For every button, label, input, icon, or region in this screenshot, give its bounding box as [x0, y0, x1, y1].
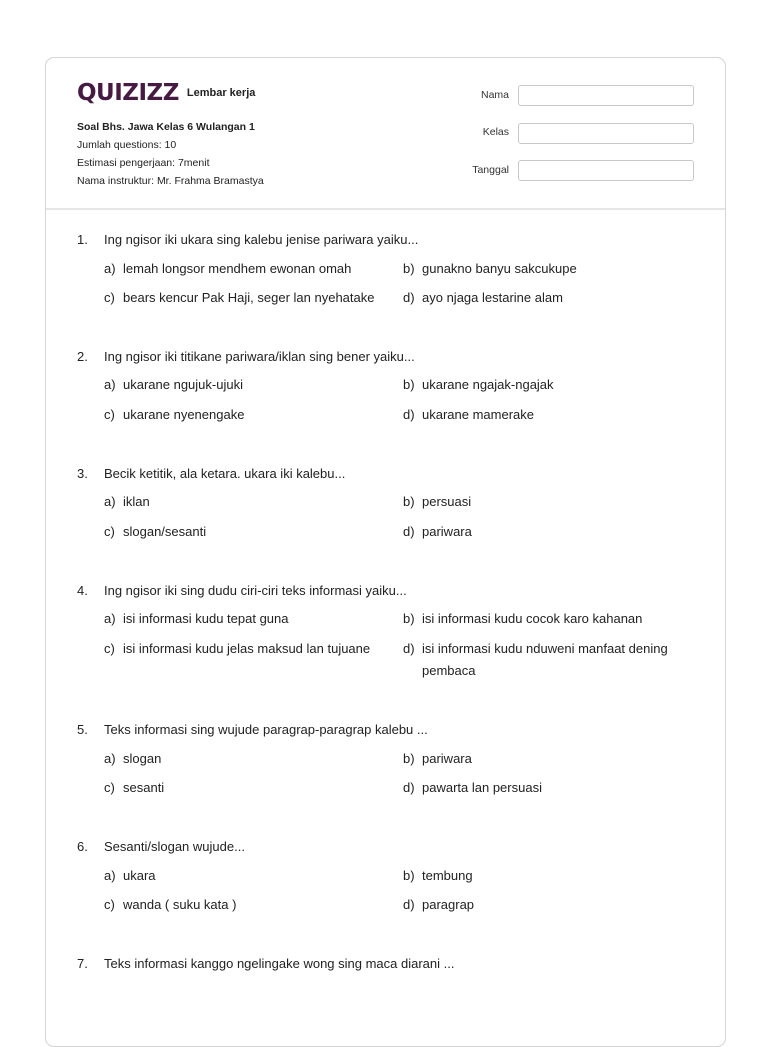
question-number: 6. — [77, 839, 88, 854]
worksheet — [45, 57, 726, 1047]
option-letter: d) — [403, 290, 415, 305]
date-field[interactable] — [518, 160, 694, 181]
option-item — [104, 287, 404, 309]
option-item — [403, 404, 703, 426]
option-text: ukarane ngajak-ngajak — [422, 377, 554, 392]
question-text: Ing ngisor iki sing dudu ciri-ciri teks informasi yaiku... — [104, 583, 407, 598]
option-letter: c) — [104, 407, 115, 422]
option-item — [403, 638, 693, 682]
option-item — [403, 287, 703, 309]
option-text: ukara — [123, 868, 156, 883]
option-letter: a) — [104, 261, 116, 276]
option-item — [403, 608, 703, 630]
option-letter: b) — [403, 868, 415, 883]
option-text: persuasi — [422, 494, 472, 509]
option-item — [403, 258, 703, 280]
option-letter: c) — [104, 641, 115, 656]
name-label: Nama — [480, 89, 509, 101]
name-field[interactable] — [518, 85, 694, 106]
option-text: paragrap — [422, 897, 475, 912]
option-text: slogan — [123, 751, 162, 766]
option-letter: b) — [403, 751, 415, 766]
question-number: 1. — [77, 232, 88, 247]
option-item — [104, 521, 404, 543]
option-text: gunakno banyu sakcukupe — [422, 261, 577, 276]
option-item — [403, 748, 703, 770]
question-text: Ing ngisor iki titikane pariwara/iklan sing bener yaiku... — [104, 349, 415, 364]
option-text: isi informasi kudu cocok karo kahanan — [422, 611, 643, 626]
option-letter: c) — [104, 290, 115, 305]
option-text: wanda ( suku kata ) — [123, 897, 237, 912]
option-text: tembung — [422, 868, 473, 883]
question-text: Teks informasi sing wujude paragrap-paragrap kalebu ... — [104, 722, 428, 737]
option-text: ayo njaga lestarine alam — [422, 290, 563, 305]
option-letter: c) — [104, 897, 115, 912]
option-text: isi informasi kudu jelas maksud lan tujuane — [123, 641, 371, 656]
option-letter: c) — [104, 524, 115, 539]
question-number: 7. — [77, 956, 88, 971]
option-item — [104, 638, 404, 660]
option-text: lemah longsor mendhem ewonan omah — [123, 261, 352, 276]
class-field[interactable] — [518, 123, 694, 144]
option-letter: d) — [403, 641, 415, 656]
option-text: slogan/sesanti — [123, 524, 207, 539]
option-letter: b) — [403, 377, 415, 392]
option-item — [403, 521, 703, 543]
option-letter: b) — [403, 611, 415, 626]
option-item — [104, 404, 404, 426]
option-letter: a) — [104, 611, 116, 626]
option-letter: a) — [104, 868, 116, 883]
question-number: 5. — [77, 722, 88, 737]
question-number: 4. — [77, 583, 88, 598]
option-letter: a) — [104, 751, 116, 766]
option-text: sesanti — [123, 780, 165, 795]
question-number: 3. — [77, 466, 88, 481]
worksheet-title: Soal Bhs. Jawa Kelas 6 Wulangan 1 — [77, 121, 255, 133]
option-item — [104, 258, 404, 280]
questions-count: Jumlah questions: 10 — [77, 139, 177, 151]
worksheet-header — [46, 58, 725, 210]
question-number: 2. — [77, 349, 88, 364]
time-estimate: Estimasi pengerjaan: 7menit — [77, 157, 210, 169]
option-item — [104, 894, 404, 916]
option-text: pawarta lan persuasi — [422, 780, 542, 795]
option-text: iklan — [123, 494, 150, 509]
option-letter: d) — [403, 524, 415, 539]
option-text: isi informasi kudu nduweni manfaat dening pembaca — [422, 641, 668, 678]
option-item — [104, 777, 404, 799]
option-letter: d) — [403, 780, 415, 795]
option-letter: b) — [403, 494, 415, 509]
question-text: Ing ngisor iki ukara sing kalebu jenise pariwara yaiku... — [104, 232, 419, 247]
option-text: bears kencur Pak Haji, seger lan nyehatake — [123, 290, 375, 305]
question-text: Teks informasi kanggo ngelingake wong sing maca diarani ... — [104, 956, 455, 971]
question-text: Sesanti/slogan wujude... — [104, 839, 245, 854]
option-text: ukarane ngujuk-ujuki — [123, 377, 243, 392]
option-letter: a) — [104, 494, 116, 509]
option-letter: d) — [403, 897, 415, 912]
question-text: Becik ketitik, ala ketara. ukara iki kalebu... — [104, 466, 346, 481]
option-text: ukarane nyenengake — [123, 407, 245, 422]
option-item — [403, 865, 703, 887]
option-item — [104, 748, 404, 770]
option-letter: a) — [104, 377, 116, 392]
worksheet-meta — [77, 118, 264, 190]
option-item — [403, 777, 703, 799]
option-item — [104, 865, 404, 887]
option-item — [104, 374, 404, 396]
worksheet-label: Lembar kerja — [186, 87, 256, 99]
date-label: Tanggal — [472, 164, 509, 176]
option-text: isi informasi kudu tepat guna — [123, 611, 289, 626]
option-item — [403, 491, 703, 513]
option-item — [104, 491, 404, 513]
option-letter: b) — [403, 261, 415, 276]
option-text: pariwara — [422, 751, 472, 766]
instructor-name: Nama instruktur: Mr. Frahma Bramastya — [77, 175, 264, 187]
option-letter: d) — [403, 407, 415, 422]
option-item — [403, 894, 703, 916]
quizizz-logo: QUIZIZZ — [77, 80, 179, 106]
option-item — [104, 608, 404, 630]
option-text: pariwara — [422, 524, 472, 539]
class-label: Kelas — [482, 126, 509, 138]
option-text: ukarane mamerake — [422, 407, 534, 422]
brand — [77, 80, 255, 106]
option-item — [403, 374, 703, 396]
option-letter: c) — [104, 780, 115, 795]
